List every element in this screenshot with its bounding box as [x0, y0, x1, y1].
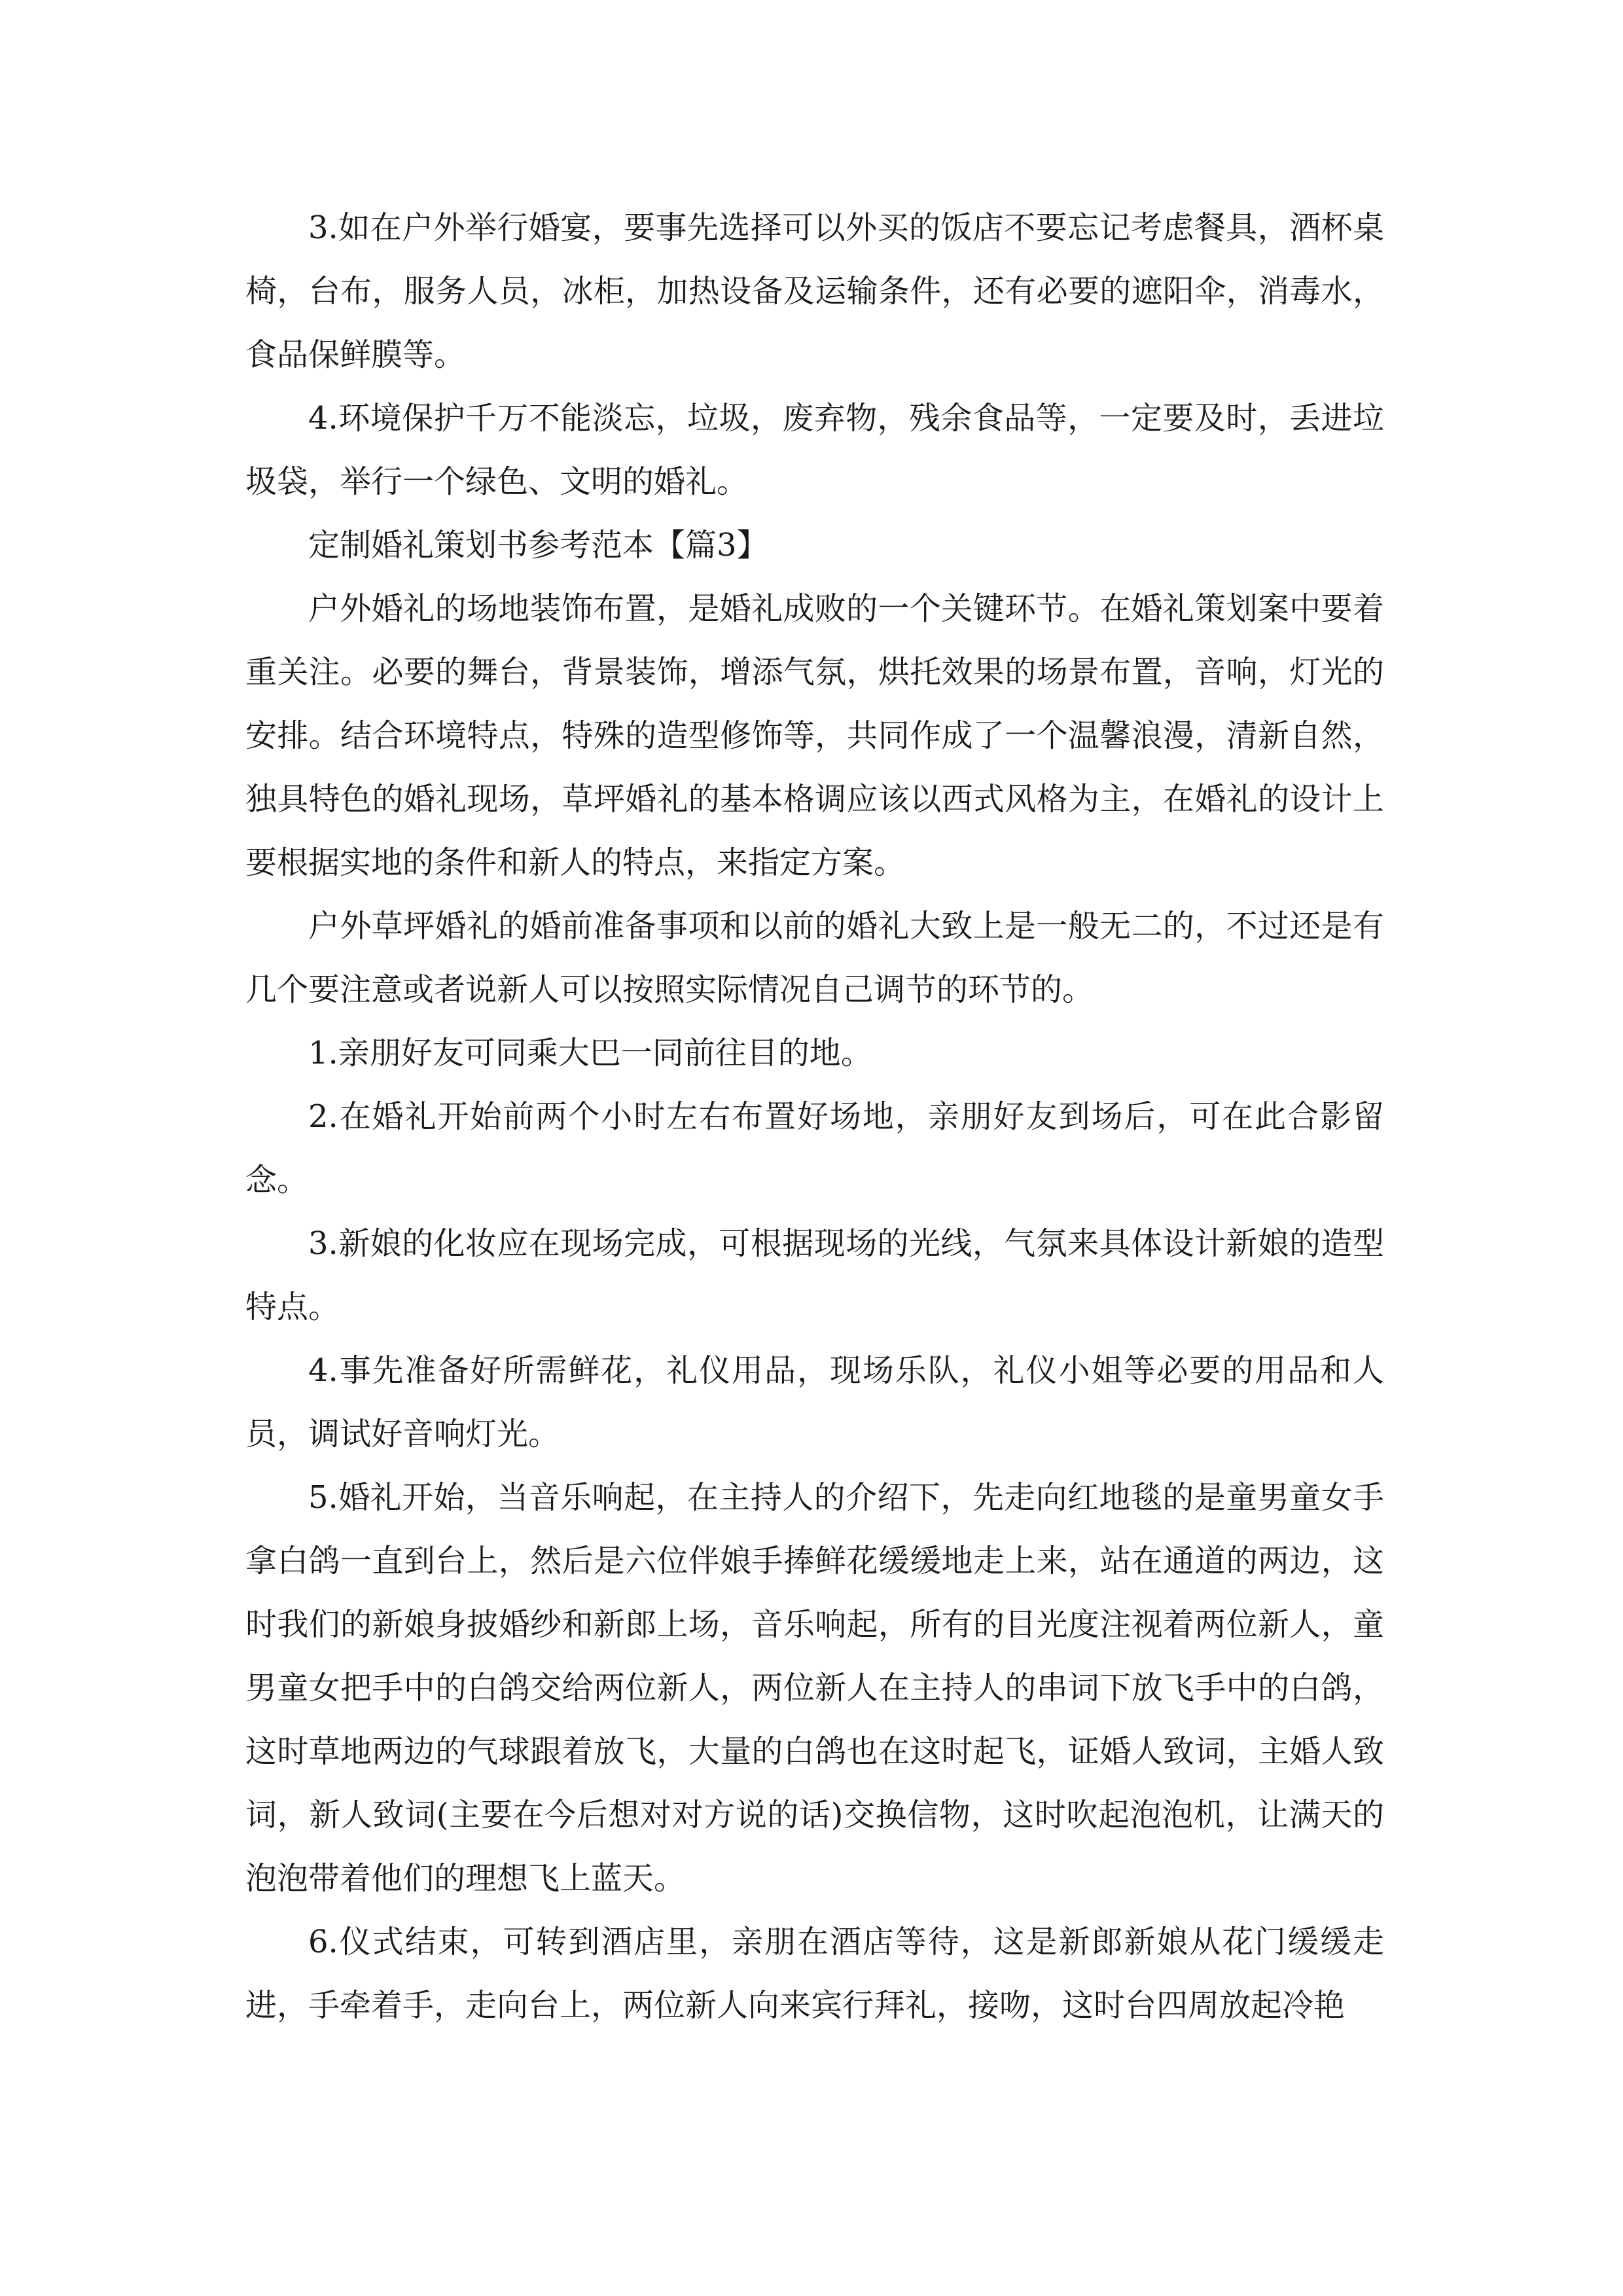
document-body [245, 196, 1384, 2037]
paragraph-step-2: 2.在婚礼开始前两个小时左右布置好场地，亲朋好友到场后，可在此合影留念。 [245, 1098, 1384, 1198]
paragraph-item-4-environment: 4.环境保护千万不能淡忘，垃圾，废弃物，残余食品等，一定要及时，丢进垃圾袋，举行一个绿色、文明的婚礼。 [245, 400, 1384, 500]
paragraph-preparation: 户外草坪婚礼的婚前准备事项和以前的婚礼大致上是一般无二的，不过还是有几个要注意或者说新人可以按照实际情况自己调节的环节的。 [245, 908, 1384, 1008]
paragraph-step-6: 6.仪式结束，可转到酒店里，亲朋在酒店等待，这是新郎新娘从花门缓缓走进，手牵着手，走向台上，两位新人向来宾行拜礼，接吻，这时台四周放起冷艳 [245, 1924, 1384, 2024]
section-heading: 定制婚礼策划书参考范本【篇3】 [308, 527, 768, 564]
paragraph-step-5: 5.婚礼开始，当音乐响起，在主持人的介绍下，先走向红地毯的是童男童女手拿白鸽一直到台上，然后是六位伴娘手捧鲜花缓缓地走上来，站在通道的两边，这时我们的新娘身披婚纱和新郎上场，音乐响起，所有的目光度注视着两位新人，童男童女把手中的白鸽交给两位新人，两位新人在主持人的串词下放飞手中的白鸽，这时草地两边的气球跟着放飞，大量的白鸽也在这时起飞，证婚人致词，主婚人致词，新人致词(主要在今后想对对方说的话)交换信物，这时吹起泡泡机，让满天的泡泡带着他们的理想飞上蓝天。 [245, 1479, 1384, 1897]
paragraph-step-3: 3.新娘的化妆应在现场完成，可根据现场的光线，气氛来具体设计新娘的造型特点。 [245, 1225, 1384, 1325]
paragraph-step-4: 4.事先准备好所需鲜花，礼仪用品，现场乐队，礼仪小姐等必要的用品和人员，调试好音响灯光。 [245, 1352, 1384, 1452]
paragraph-step-1: 1.亲朋好友可同乘大巴一同前往目的地。 [308, 1035, 872, 1071]
paragraph-venue-decoration: 户外婚礼的场地装饰布置，是婚礼成败的一个关键环节。在婚礼策划案中要着重关注。必要的舞台，背景装饰，增添气氛，烘托效果的场景布置，音响，灯光的安排。结合环境特点，特殊的造型修饰等，共同作成了一个温馨浪漫，清新自然，独具特色的婚礼现场，草坪婚礼的基本格调应该以西式风格为主，在婚礼的设计上要根据实地的条件和新人的特点，来指定方案。 [245, 590, 1384, 881]
paragraph-item-3-banquet: 3.如在户外举行婚宴，要事先选择可以外买的饭店不要忘记考虑餐具，酒杯桌椅，台布，服务人员，冰柜，加热设备及运输条件，还有必要的遮阳伞，消毒水，食品保鲜膜等。 [245, 209, 1384, 373]
